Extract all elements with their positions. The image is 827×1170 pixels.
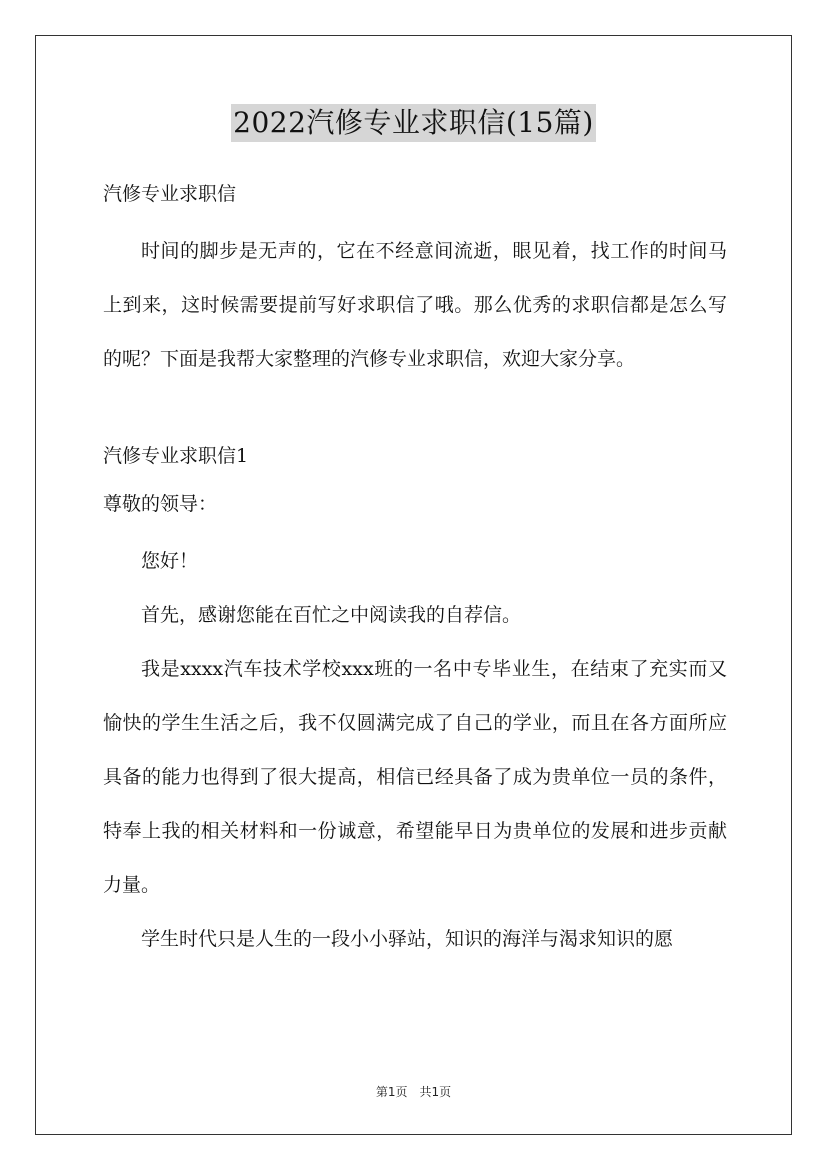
document-title: 2022汽修专业求职信(15篇) xyxy=(231,104,596,142)
paragraph-1: 首先，感谢您能在百忙之中阅读我的自荐信。 xyxy=(141,604,522,626)
paragraph-3: 学生时代只是人生的一段小小驿站，知识的海洋与渴求知识的愿 xyxy=(141,928,674,950)
document-body xyxy=(103,176,727,966)
salutation: 尊敬的领导： xyxy=(103,493,218,515)
page-number: 第1页 共1页 xyxy=(375,1085,452,1099)
intro-paragraph: 时间的脚步是无声的，它在不经意间流逝，眼见着，找工作的时间马上到来，这时候需要提前写好求职信了哦。那么优秀的求职信都是怎么写的呢？下面是我帮大家整理的汽修专业求职信，欢迎大家分享。 xyxy=(103,240,727,370)
greeting: 您好！ xyxy=(141,550,199,572)
section-spacer xyxy=(103,386,727,438)
paragraph-2: 我是xxxx汽车技术学校xxx班的一名中专毕业生，在结束了充实而又愉快的学生生活之后，我不仅圆满完成了自己的学业，而且在各方面所应具备的能力也得到了很大提高，相信已经具备了成为贵单位一员的条件，特奉上我的相关材料和一份诚意，希望能早日为贵单位的发展和进步贡献力量。 xyxy=(103,658,727,896)
intro-heading: 汽修专业求职信 xyxy=(103,183,237,205)
page-footer xyxy=(0,1083,827,1100)
title-container xyxy=(0,104,827,142)
section1-heading: 汽修专业求职信1 xyxy=(103,445,249,467)
